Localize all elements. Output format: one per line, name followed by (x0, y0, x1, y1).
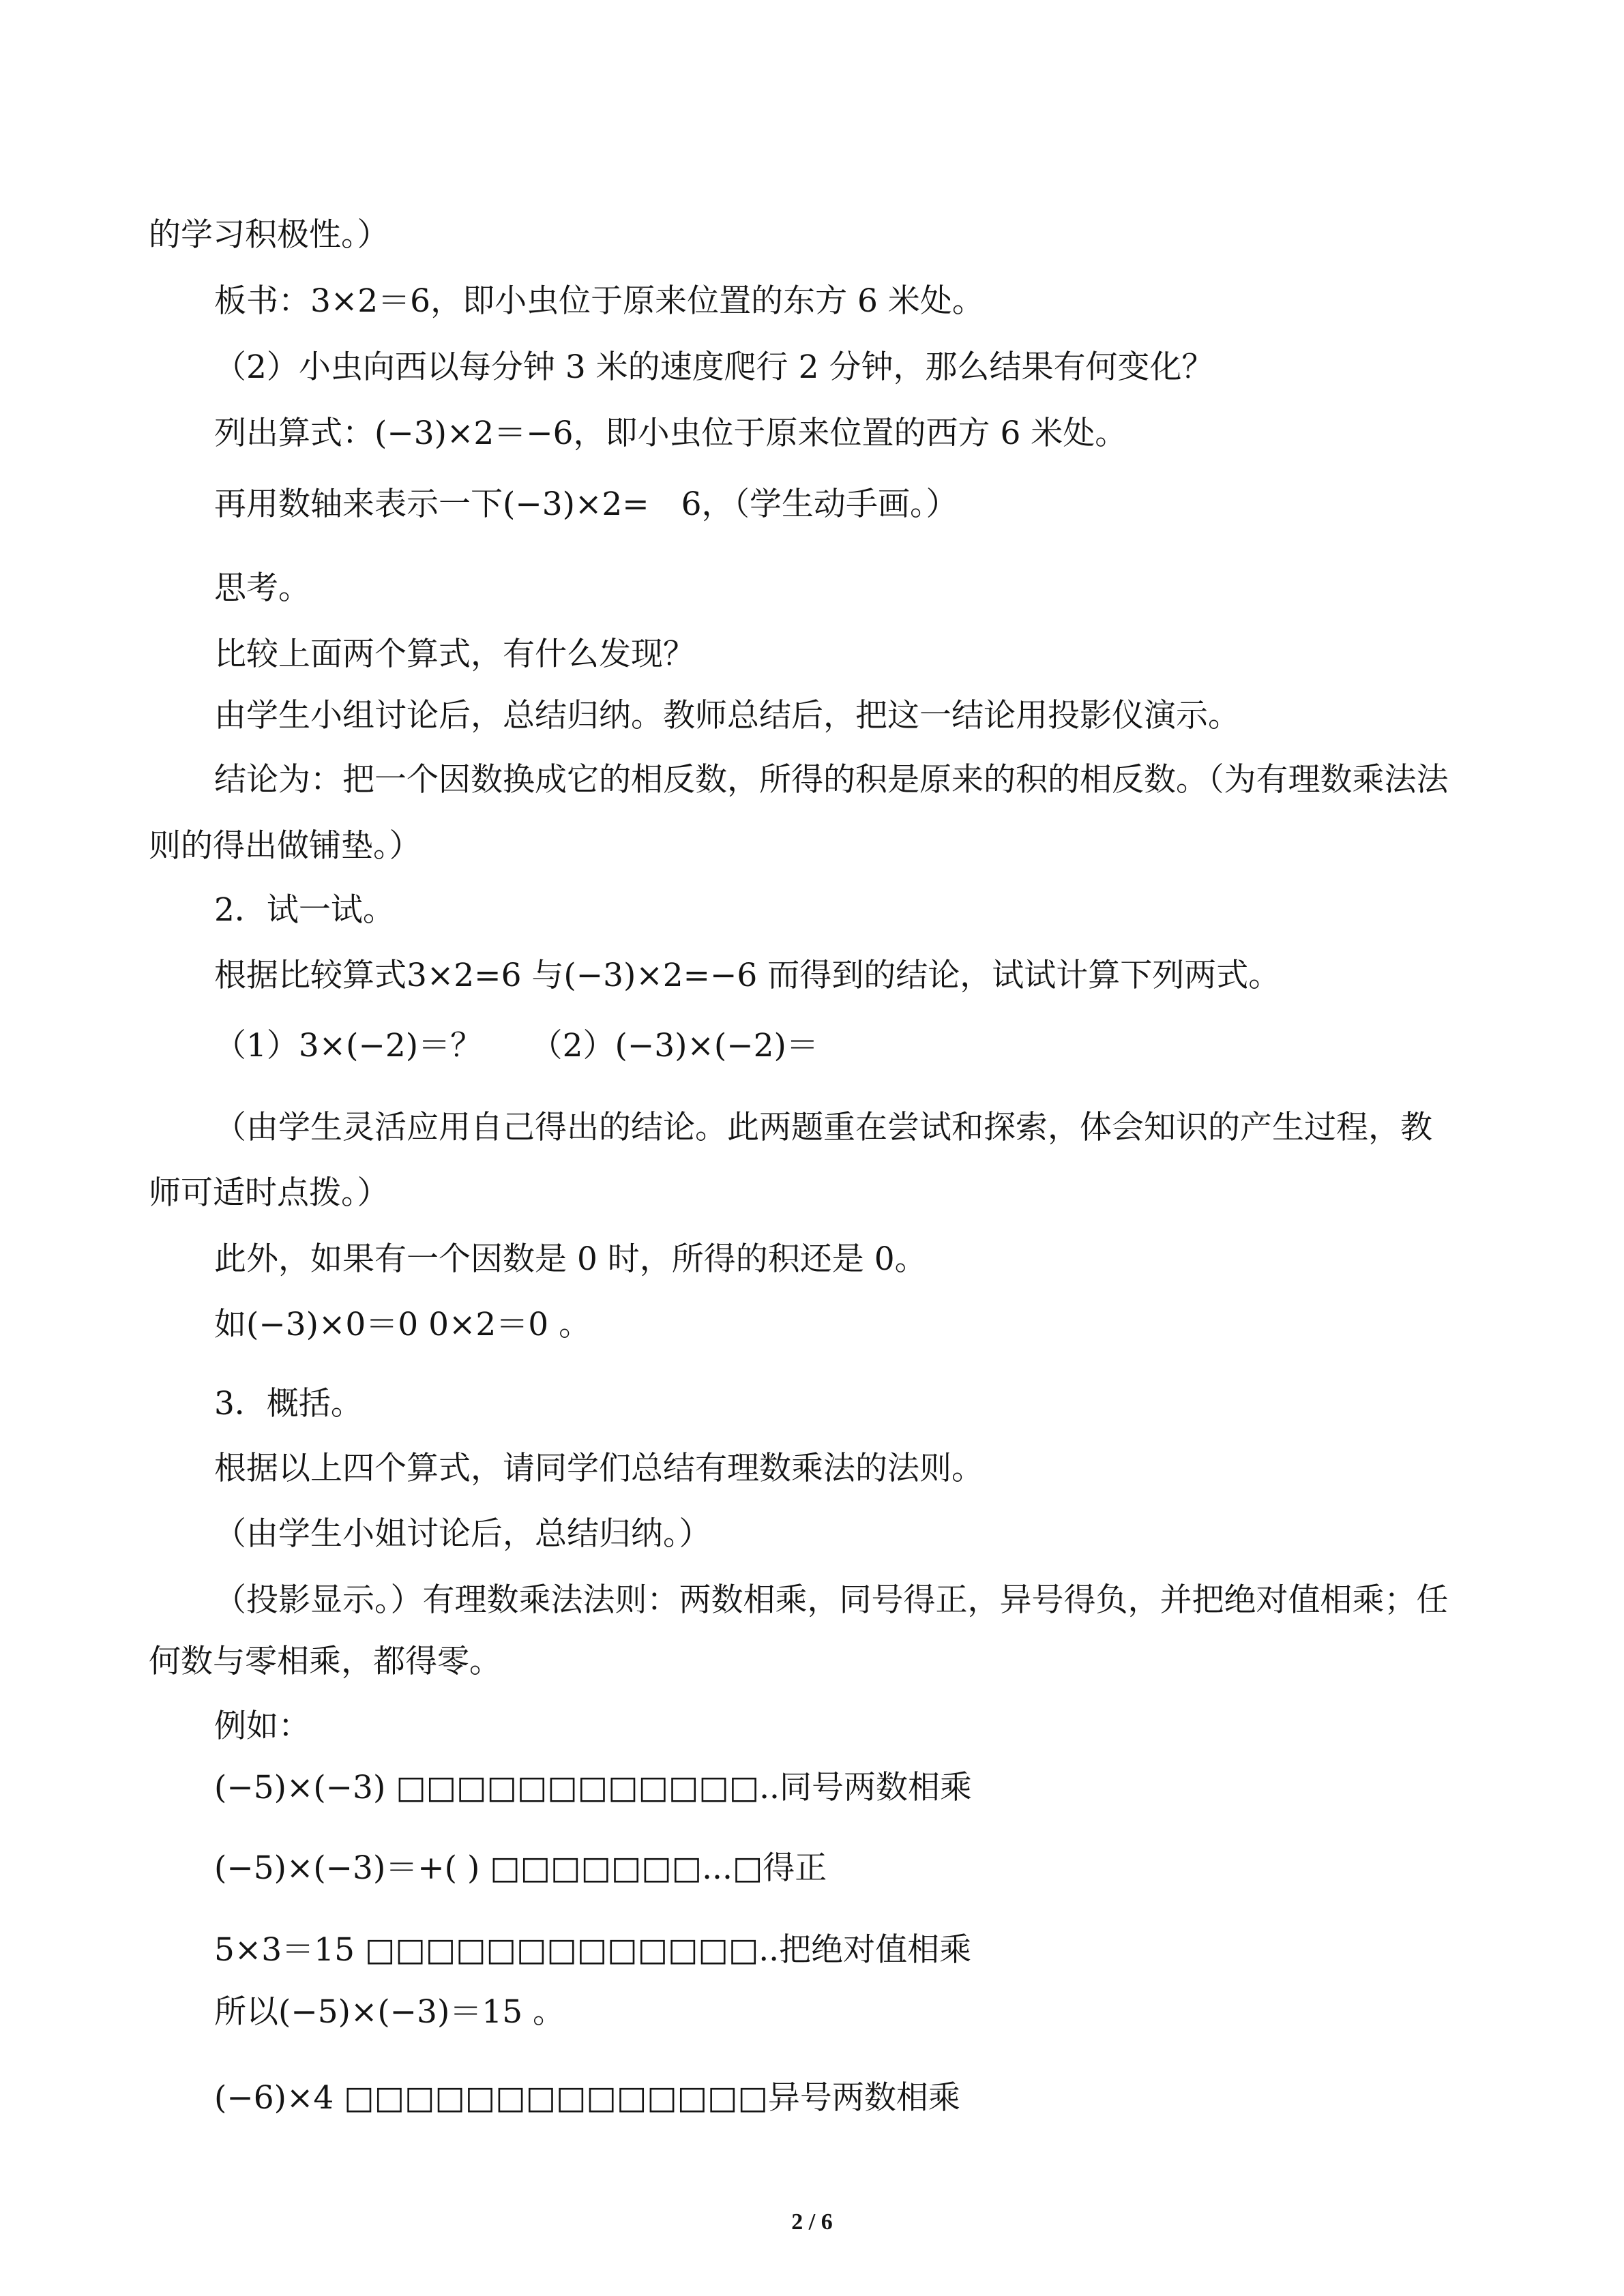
text-line: （投影显示。）有理数乘法法则：两数相乘，同号得正，异号得负，并把绝对值相乘；任 (214, 1581, 1449, 1619)
text-line: 的学习积极性。） (149, 216, 389, 254)
text-line: 例如： (214, 1708, 310, 1745)
text-line: 由学生小组讨论后，总结归纳。教师总结后，把这一结论用投影仪演示。 (214, 697, 1240, 734)
text-line: 比较上面两个算式，有什么发现？ (214, 636, 695, 673)
text-line: （1）3×(−2)＝？ （2）(−3)×(−2)＝ (214, 1027, 818, 1064)
text-line: 再用数轴来表示一下(−3)×2= 6，（学生动手画。） (214, 486, 958, 523)
text-line: 如(−3)×0＝0 0×2＝0 。 (214, 1306, 591, 1343)
text-line: 则的得出做铺垫。） (149, 827, 422, 865)
text-line: 何数与零相乘，都得零。 (149, 1643, 501, 1680)
text-line: 师可适时点拨。） (149, 1174, 389, 1212)
text-line: 结论为：把一个因数换成它的相反数，所得的积是原来的积的相反数。（为有理数乘法法 (214, 761, 1449, 799)
text-line: (−5)×(−3) □□□□□□□□□□□□..同号两数相乘 (214, 1769, 972, 1806)
text-line: 根据以上四个算式，请同学们总结有理数乘法的法则。 (214, 1450, 984, 1487)
text-line: (−6)×4 □□□□□□□□□□□□□□异号两数相乘 (214, 2079, 960, 2117)
text-line: 根据比较算式3×2=6 与(−3)×2=−6 而得到的结论，试试计算下列两式。 (214, 957, 1281, 994)
text-line: (−5)×(−3)＝+( ) □□□□□□□...□得正 (214, 1849, 827, 1887)
page-number: 2 / 6 (791, 2209, 833, 2235)
text-line: 此外，如果有一个因数是 0 时，所得的积还是 0。 (214, 1240, 927, 1278)
text-line: 所以(−5)×(−3)＝15 。 (214, 1993, 565, 2031)
text-line: 5×3＝15 □□□□□□□□□□□□□..把绝对值相乘 (214, 1931, 972, 1969)
text-line: 板书：3×2＝6，即小虫位于原来位置的东方 6 米处。 (214, 282, 984, 320)
text-line: 列出算式：(−3)×2＝−6，即小虫位于原来位置的西方 6 米处。 (214, 415, 1127, 452)
text-line: 3．概括。 (214, 1385, 363, 1422)
text-line: 思考。 (214, 569, 310, 607)
text-line: （2）小虫向西以每分钟 3 米的速度爬行 2 分钟，那么结果有何变化？ (214, 348, 1214, 386)
text-line: （由学生小姐讨论后，总结归纳。） (214, 1515, 711, 1553)
text-line: 2．试一试。 (214, 891, 395, 929)
text-line: （由学生灵活应用自己得出的结论。此两题重在尝试和探索，体会知识的产生过程，教 (214, 1109, 1432, 1146)
